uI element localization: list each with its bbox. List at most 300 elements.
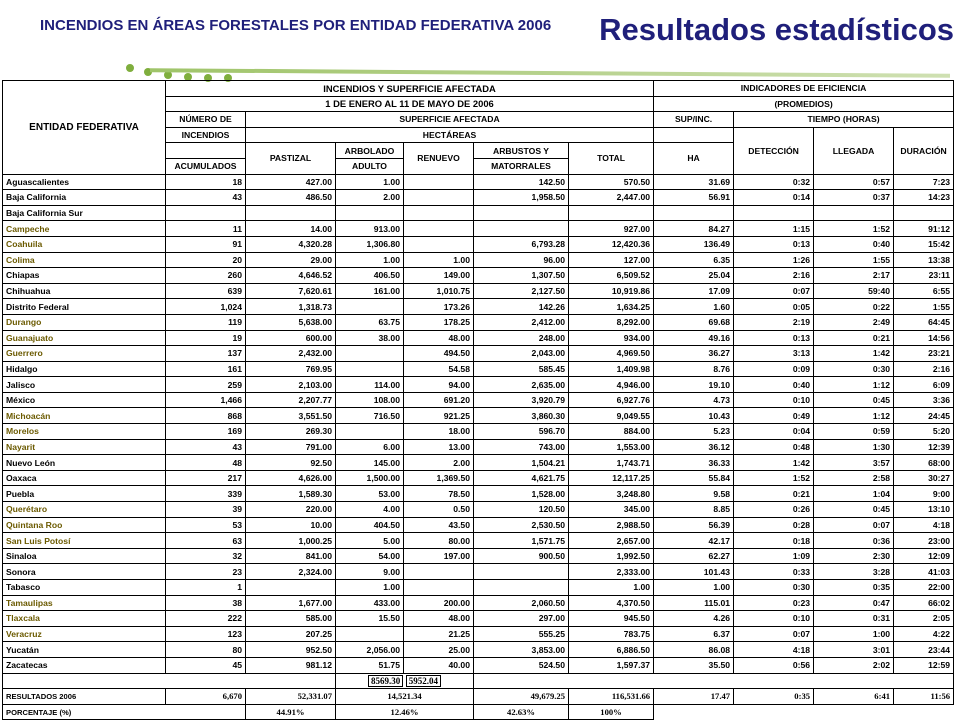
arbustos-cell [474,564,569,580]
header-hectareas: HECTÁREAS [246,127,654,143]
table-row [3,626,954,642]
renuevo-cell: 80.00 [404,533,474,549]
state-name: Oaxaca [3,470,166,486]
llegada-cell: 1:12 [814,408,894,424]
duracion-cell: 5:20 [894,424,954,440]
table-row [3,439,954,455]
renuevo-cell [404,580,474,596]
total-cell: 1,409.98 [569,361,654,377]
header-pastizal: PASTIZAL [246,143,336,174]
totals-label: RESULTADOS 2006 [3,689,166,705]
arbolado-cell: 1,306.80 [336,236,404,252]
header-incendios: INCENDIOS [166,127,246,143]
duracion-cell: 7:23 [894,174,954,190]
renuevo-cell: 197.00 [404,548,474,564]
totals-total: 116,531.66 [569,689,654,705]
arbolado-cell [336,424,404,440]
supinc-cell: 42.17 [654,533,734,549]
state-name: Querétaro [3,502,166,518]
deteccion-cell: 0:10 [734,611,814,627]
supinc-cell: 6.37 [654,626,734,642]
table-row [3,330,954,346]
supinc-cell: 56.91 [654,190,734,206]
duracion-cell: 6:55 [894,283,954,299]
header-superficie: SUPERFICIE AFECTADA [246,112,654,128]
total-cell: 4,946.00 [569,377,654,393]
table-row [3,657,954,673]
total-cell: 2,333.00 [569,564,654,580]
llegada-cell: 0:31 [814,611,894,627]
arbolado-cell: 51.75 [336,657,404,673]
header-supinc-blank [654,127,734,143]
llegada-cell: 0:47 [814,595,894,611]
state-name: Distrito Federal [3,299,166,315]
llegada-cell: 2:30 [814,548,894,564]
arbustos-cell: 2,412.00 [474,314,569,330]
dot [126,64,134,72]
arbolado-cell: 2,056.00 [336,642,404,658]
arbustos-cell [474,221,569,237]
incendios-cell: 48 [166,455,246,471]
header-date-range: 1 DE ENERO AL 11 DE MAYO DE 2006 [166,96,654,112]
state-name: Chihuahua [3,283,166,299]
arbustos-cell [474,205,569,221]
header-tiempo: TIEMPO (HORAS) [734,112,954,128]
supinc-cell: 31.69 [654,174,734,190]
renuevo-cell [404,205,474,221]
arbustos-cell: 142.26 [474,299,569,315]
arbustos-cell: 2,127.50 [474,283,569,299]
table-row [3,564,954,580]
supinc-cell: 62.27 [654,548,734,564]
total-cell: 6,886.50 [569,642,654,658]
header-adulto: ADULTO [336,158,404,174]
deteccion-cell: 0:32 [734,174,814,190]
pastizal-cell: 220.00 [246,502,336,518]
arbustos-cell: 297.00 [474,611,569,627]
header-supinc: SUP/INC. [654,112,734,128]
llegada-cell: 0:21 [814,330,894,346]
state-name: San Luis Potosí [3,533,166,549]
state-name: Tamaulipas [3,595,166,611]
deteccion-cell: 1:26 [734,252,814,268]
incendios-cell: 43 [166,190,246,206]
incendios-cell: 18 [166,174,246,190]
renuevo-cell [404,221,474,237]
llegada-cell: 0:45 [814,392,894,408]
supinc-cell: 36.27 [654,346,734,362]
incendios-cell: 39 [166,502,246,518]
arbustos-cell: 1,571.75 [474,533,569,549]
arbustos-cell: 1,528.00 [474,486,569,502]
renuevo-cell: 149.00 [404,268,474,284]
llegada-cell: 1:12 [814,377,894,393]
total-cell: 2,988.50 [569,517,654,533]
incendios-cell: 260 [166,268,246,284]
supinc-cell: 36.12 [654,439,734,455]
incendios-cell: 339 [166,486,246,502]
arbolado-cell: 114.00 [336,377,404,393]
page-title: Resultados estadísticos [599,12,954,47]
state-name: Colima [3,252,166,268]
table-row [3,190,954,206]
deteccion-cell: 3:13 [734,346,814,362]
total-cell: 1,743.71 [569,455,654,471]
state-name: Nuevo León [3,455,166,471]
deteccion-cell: 0:56 [734,657,814,673]
subtotal-row [3,673,954,689]
incendios-cell: 91 [166,236,246,252]
supinc-cell: 1.60 [654,299,734,315]
incendios-cell: 868 [166,408,246,424]
incendios-cell: 1,466 [166,392,246,408]
arbustos-cell: 900.50 [474,548,569,564]
percentage-total: 100% [569,704,654,720]
deteccion-cell: 0:09 [734,361,814,377]
header-duracion: DURACIÓN [894,127,954,174]
pastizal-cell: 3,551.50 [246,408,336,424]
pastizal-cell: 7,620.61 [246,283,336,299]
header-blank [166,143,246,159]
total-cell: 884.00 [569,424,654,440]
arbolado-cell: 38.00 [336,330,404,346]
table-row [3,424,954,440]
totals-duracion: 11:56 [894,689,954,705]
duracion-cell: 12:09 [894,548,954,564]
arbolado-cell [336,361,404,377]
arbolado-cell: 404.50 [336,517,404,533]
subtotal-cell [336,673,474,689]
table-row [3,236,954,252]
duracion-cell: 13:38 [894,252,954,268]
supinc-cell: 25.04 [654,268,734,284]
deteccion-cell: 0:07 [734,626,814,642]
pastizal-cell: 2,432.00 [246,346,336,362]
arbustos-cell: 585.45 [474,361,569,377]
header-arbolado: ARBOLADO [336,143,404,159]
duracion-cell: 14:23 [894,190,954,206]
duracion-cell: 12:59 [894,657,954,673]
renuevo-cell: 1,369.50 [404,470,474,486]
pastizal-cell: 791.00 [246,439,336,455]
state-name: Tabasco [3,580,166,596]
deteccion-cell: 0:40 [734,377,814,393]
state-name: Michoacán [3,408,166,424]
table-row [3,314,954,330]
table-row [3,517,954,533]
renuevo-cell: 494.50 [404,346,474,362]
table-row [3,642,954,658]
totals-deteccion: 0:35 [734,689,814,705]
arbolado-cell [336,346,404,362]
deteccion-cell: 1:52 [734,470,814,486]
pastizal-cell: 4,626.00 [246,470,336,486]
renuevo-cell: 78.50 [404,486,474,502]
header-deteccion: DETECCIÓN [734,127,814,174]
arbustos-cell: 2,060.50 [474,595,569,611]
pastizal-cell: 427.00 [246,174,336,190]
incendios-cell: 45 [166,657,246,673]
duracion-cell: 2:05 [894,611,954,627]
incendios-cell: 43 [166,439,246,455]
arbustos-cell: 1,958.50 [474,190,569,206]
llegada-cell: 3:28 [814,564,894,580]
arbolado-cell [336,626,404,642]
arbolado-cell: 161.00 [336,283,404,299]
total-cell: 2,657.00 [569,533,654,549]
arbolado-cell: 2.00 [336,190,404,206]
subtotal-arbolado: 8569.30 [368,675,403,687]
renuevo-cell: 178.25 [404,314,474,330]
total-cell: 9,049.55 [569,408,654,424]
arbustos-cell [474,580,569,596]
pastizal-cell: 486.50 [246,190,336,206]
incendios-cell: 222 [166,611,246,627]
arbustos-cell: 2,635.00 [474,377,569,393]
deteccion-cell: 0:49 [734,408,814,424]
incendios-cell [166,205,246,221]
pastizal-cell: 600.00 [246,330,336,346]
total-cell: 1,553.00 [569,439,654,455]
pastizal-cell: 92.50 [246,455,336,471]
deteccion-cell: 4:18 [734,642,814,658]
pastizal-cell: 269.30 [246,424,336,440]
report-subtitle: INCENDIOS EN ÁREAS FORESTALES POR ENTIDAD FEDERATIVA 2006 [40,17,552,34]
incendios-cell: 169 [166,424,246,440]
pastizal-cell [246,580,336,596]
deteccion-cell: 0:05 [734,299,814,315]
pastizal-cell: 14.00 [246,221,336,237]
total-cell: 6,509.52 [569,268,654,284]
renuevo-cell: 54.58 [404,361,474,377]
total-cell: 934.00 [569,330,654,346]
table-row [3,455,954,471]
deteccion-cell: 0:10 [734,392,814,408]
duracion-cell: 23:44 [894,642,954,658]
incendios-cell: 137 [166,346,246,362]
llegada-cell: 0:37 [814,190,894,206]
table-row [3,548,954,564]
table-row [3,174,954,190]
renuevo-cell: 691.20 [404,392,474,408]
llegada-cell: 0:35 [814,580,894,596]
arbolado-cell: 145.00 [336,455,404,471]
llegada-cell: 2:17 [814,268,894,284]
arbustos-cell: 96.00 [474,252,569,268]
arbolado-cell: 15.50 [336,611,404,627]
total-cell: 570.50 [569,174,654,190]
renuevo-cell: 18.00 [404,424,474,440]
state-name: Durango [3,314,166,330]
deteccion-cell: 0:21 [734,486,814,502]
total-cell: 783.75 [569,626,654,642]
duracion-cell [894,205,954,221]
table-row [3,221,954,237]
duracion-cell: 23:00 [894,533,954,549]
totals-incendios: 6,670 [166,689,246,705]
renuevo-cell: 94.00 [404,377,474,393]
state-name: Tlaxcala [3,611,166,627]
pastizal-cell: 5,638.00 [246,314,336,330]
header-row-1 [3,81,954,97]
arbolado-cell: 716.50 [336,408,404,424]
supinc-cell: 84.27 [654,221,734,237]
total-cell: 10,919.86 [569,283,654,299]
deteccion-cell: 2:19 [734,314,814,330]
supinc-cell: 1.00 [654,580,734,596]
state-name: Guanajuato [3,330,166,346]
incendios-cell: 259 [166,377,246,393]
incendios-cell: 1 [166,580,246,596]
pastizal-cell: 585.00 [246,611,336,627]
renuevo-cell [404,174,474,190]
total-cell: 12,420.36 [569,236,654,252]
supinc-cell: 19.10 [654,377,734,393]
supinc-cell: 6.35 [654,252,734,268]
arbolado-cell [336,205,404,221]
state-name: Puebla [3,486,166,502]
pastizal-cell: 841.00 [246,548,336,564]
state-name: Sinaloa [3,548,166,564]
state-name: Jalisco [3,377,166,393]
supinc-cell: 35.50 [654,657,734,673]
supinc-cell: 69.68 [654,314,734,330]
total-cell: 4,969.50 [569,346,654,362]
totals-llegada: 6:41 [814,689,894,705]
deteccion-cell [734,205,814,221]
arbolado-cell [336,299,404,315]
table-row [3,533,954,549]
arbustos-cell: 142.50 [474,174,569,190]
pastizal-cell: 952.50 [246,642,336,658]
percentage-arbustos: 42.63% [474,704,569,720]
arbolado-cell: 4.00 [336,502,404,518]
pastizal-cell [246,205,336,221]
data-rows [3,174,954,673]
llegada-cell: 0:40 [814,236,894,252]
deteccion-cell: 0:04 [734,424,814,440]
renuevo-cell: 2.00 [404,455,474,471]
llegada-cell: 3:57 [814,455,894,471]
subtotal-blank-left [3,673,336,689]
renuevo-cell: 25.00 [404,642,474,658]
arbolado-cell: 913.00 [336,221,404,237]
pastizal-cell: 769.95 [246,361,336,377]
duracion-cell: 4:18 [894,517,954,533]
state-name: Campeche [3,221,166,237]
arbolado-cell: 1,500.00 [336,470,404,486]
arbustos-cell: 248.00 [474,330,569,346]
duracion-cell: 91:12 [894,221,954,237]
table-row [3,408,954,424]
arbustos-cell: 524.50 [474,657,569,673]
deteccion-cell: 0:23 [734,595,814,611]
pastizal-cell: 4,320.28 [246,236,336,252]
fires-table [2,80,954,720]
deteccion-cell: 0:14 [734,190,814,206]
total-cell [569,205,654,221]
duracion-cell: 9:00 [894,486,954,502]
table-row [3,252,954,268]
arbustos-cell: 2,043.00 [474,346,569,362]
llegada-cell: 2:02 [814,657,894,673]
table-row [3,377,954,393]
state-name: Baja California [3,190,166,206]
supinc-cell: 55.84 [654,470,734,486]
arbolado-cell: 63.75 [336,314,404,330]
total-cell: 927.00 [569,221,654,237]
llegada-cell: 3:01 [814,642,894,658]
arbustos-cell: 1,307.50 [474,268,569,284]
arbolado-cell: 9.00 [336,564,404,580]
supinc-cell: 10.43 [654,408,734,424]
state-name: Chiapas [3,268,166,284]
arbustos-cell: 555.25 [474,626,569,642]
llegada-cell: 0:07 [814,517,894,533]
llegada-cell: 2:58 [814,470,894,486]
incendios-cell: 32 [166,548,246,564]
state-name: Morelos [3,424,166,440]
percentage-row [3,704,954,720]
llegada-cell: 0:22 [814,299,894,315]
state-name: Baja California Sur [3,205,166,221]
incendios-cell: 161 [166,361,246,377]
subtotal-blank-right [474,673,954,689]
arbustos-cell: 6,793.28 [474,236,569,252]
header-arbustos: ARBUSTOS Y [474,143,569,159]
total-cell: 127.00 [569,252,654,268]
state-name: Quintana Roo [3,517,166,533]
arbustos-cell: 3,853.00 [474,642,569,658]
duracion-cell: 23:11 [894,268,954,284]
duracion-cell: 24:45 [894,408,954,424]
supinc-cell: 56.39 [654,517,734,533]
header-promedios: (PROMEDIOS) [654,96,954,112]
header-llegada: LLEGADA [814,127,894,174]
deteccion-cell: 0:18 [734,533,814,549]
header-entidad: ENTIDAD FEDERATIVA [3,81,166,175]
supinc-cell: 5.23 [654,424,734,440]
supinc-cell: 101.43 [654,564,734,580]
duracion-cell: 41:03 [894,564,954,580]
supinc-cell: 136.49 [654,236,734,252]
table-row [3,502,954,518]
incendios-cell: 639 [166,283,246,299]
arbolado-cell: 433.00 [336,595,404,611]
deteccion-cell: 0:48 [734,439,814,455]
total-cell: 1,634.25 [569,299,654,315]
pastizal-cell: 981.12 [246,657,336,673]
header-matorrales: MATORRALES [474,158,569,174]
percentage-pastizal: 44.91% [246,704,336,720]
duracion-cell: 66:02 [894,595,954,611]
duracion-cell: 2:16 [894,361,954,377]
llegada-cell: 0:30 [814,361,894,377]
table-row [3,392,954,408]
state-name: Sonora [3,564,166,580]
llegada-cell: 1:42 [814,346,894,362]
arbustos-cell: 743.00 [474,439,569,455]
arbolado-cell: 1.00 [336,174,404,190]
renuevo-cell: 40.00 [404,657,474,673]
totals-row [3,689,954,705]
duracion-cell: 30:27 [894,470,954,486]
renuevo-cell: 21.25 [404,626,474,642]
totals-pastizal: 52,331.07 [246,689,336,705]
pastizal-cell: 207.25 [246,626,336,642]
arbustos-cell: 1,504.21 [474,455,569,471]
duracion-cell: 22:00 [894,580,954,596]
